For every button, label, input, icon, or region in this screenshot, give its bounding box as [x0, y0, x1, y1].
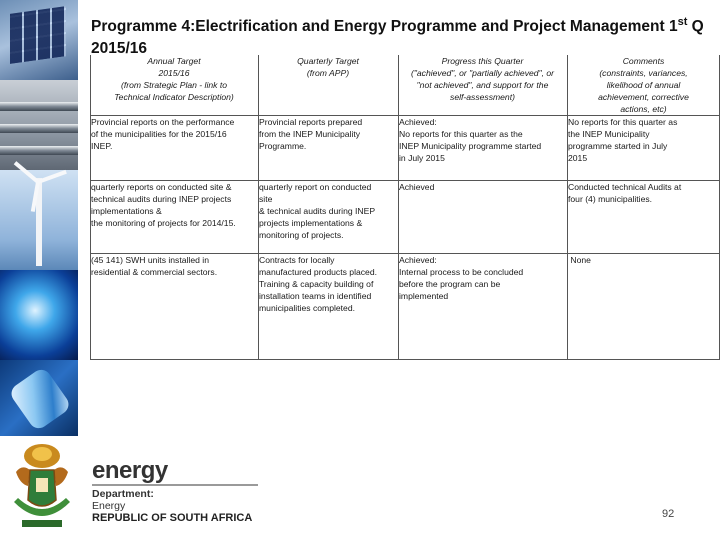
energy-bulb-image: [0, 360, 78, 436]
row1-quarterly-target: Provincial reports prepared from the INEP Municipality Programme.: [259, 117, 363, 151]
slide-title: Programme 4:Electrification and Energy Programme and Project Management 1st Q 2015/16: [91, 16, 704, 58]
row2-quarterly-target: quarterly report on conducted site & technical audits during INEP projects implementations & monitoring of projects.: [259, 182, 376, 240]
performance-table: [90, 55, 720, 360]
row3-comments: None: [568, 255, 591, 265]
solar-panel-image: [0, 0, 78, 80]
department-label: Department:: [92, 488, 154, 500]
coat-of-arms-logo: [8, 442, 76, 534]
page-number: 92: [662, 508, 675, 520]
department-name: Energy: [92, 500, 126, 512]
row3-quarterly-target: Contracts for locally manufactured products placed. Training & capacity building of installation teams in identified municipalities completed.: [259, 255, 377, 313]
pipeline-image: [0, 80, 78, 170]
header-quarterly-target: Quarterly Target (from APP): [297, 56, 359, 78]
row3-annual-target: (45 141) SWH units installed in residential & commercial sectors.: [91, 255, 218, 277]
header-annual-target: Annual Target 2015/16 (from Strategic Plan - link to Technical Indicator Description): [114, 56, 234, 102]
energy-logo-word: energy: [92, 457, 168, 484]
row1-annual-target: Provincial reports on the performance of the municipalities for the 2015/16 INEP.: [91, 117, 235, 151]
row2-progress: Achieved: [399, 182, 435, 192]
row2-comments: Conducted technical Audits at four (4) municipalities.: [568, 182, 682, 204]
country-name: REPUBLIC OF SOUTH AFRICA: [92, 512, 253, 524]
logo-divider: [92, 484, 258, 486]
gas-flame-image: [0, 270, 78, 360]
header-comments: Comments (constraints, variances, likelihood of annual achievement, corrective actions, etc): [598, 56, 689, 114]
row1-progress: Achieved: No reports for this quarter as the INEP Municipality programme started in July 2015: [399, 117, 542, 163]
row2-annual-target: quarterly reports on conducted site & technical audits during INEP projects implementations & the monitoring of projects for 2014/15.: [91, 182, 236, 228]
header-progress: Progress this Quarter ("achieved", or "partially achieved", or "not achieved", and support for the self-assessment): [410, 56, 555, 102]
wind-turbine-image: [0, 170, 78, 270]
row1-comments: No reports for this quarter as the INEP Municipality programme started in July 2015: [568, 117, 678, 163]
row3-progress: Achieved: Internal process to be concluded before the program can be implemented: [399, 255, 524, 301]
side-image-strip: [0, 0, 78, 436]
